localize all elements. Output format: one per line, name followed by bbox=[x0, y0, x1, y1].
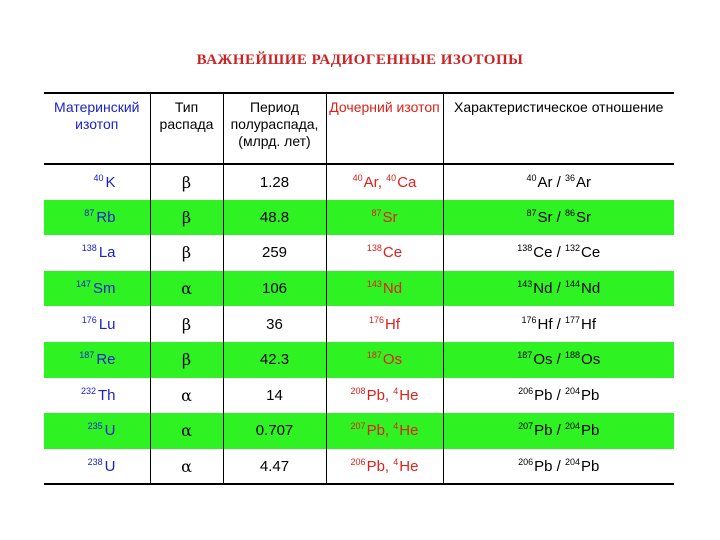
decay-type-cell: α bbox=[150, 378, 223, 414]
element-symbol: Ce bbox=[581, 244, 601, 262]
element-symbol: Nd bbox=[533, 280, 553, 298]
header-characteristic-ratio: Характеристическое отношение bbox=[443, 93, 674, 164]
characteristic-ratio-cell: $^{206}$Pb / $^{204}$Pb bbox=[443, 378, 674, 414]
mass-number: 204 bbox=[565, 456, 581, 467]
element-symbol: Pb bbox=[366, 422, 385, 440]
daughter-isotope-cell bbox=[326, 342, 443, 378]
mass-number: 138 bbox=[517, 243, 533, 254]
element-symbol: Ce bbox=[533, 244, 553, 262]
half-life-cell: 14 bbox=[223, 378, 326, 414]
daughter-isotope-cell bbox=[326, 306, 443, 342]
header-decay-type: Тип распада bbox=[150, 93, 223, 164]
mass-number: 4 bbox=[393, 456, 399, 467]
table-row bbox=[44, 235, 674, 271]
element-symbol: Os bbox=[382, 351, 403, 369]
mass-number: 143 bbox=[517, 279, 533, 290]
characteristic-ratio-cell: $^{176}$Hf / $^{177}$Hf bbox=[443, 306, 674, 342]
mass-number: 204 bbox=[565, 385, 581, 396]
daughter-isotope-cell bbox=[326, 235, 443, 271]
element-symbol: Sr bbox=[537, 208, 553, 226]
element-symbol: Lu bbox=[98, 315, 116, 333]
element-symbol: Rb bbox=[96, 208, 116, 226]
element-symbol: Os bbox=[581, 351, 601, 369]
header-half-life: Период полураспада, (млрд. лет) bbox=[223, 93, 326, 164]
element-symbol: Nd bbox=[382, 280, 403, 298]
characteristic-ratio-cell: $^{187}$Os / $^{188}$Os bbox=[443, 342, 674, 378]
element-symbol: Ar bbox=[537, 173, 553, 191]
mass-number: 86 bbox=[565, 207, 576, 218]
table-row bbox=[44, 271, 674, 307]
table-row bbox=[44, 164, 674, 200]
decay-type-cell: β bbox=[150, 200, 223, 236]
daughter-isotope-cell: $^{208}$Pb, $^4$He bbox=[326, 378, 443, 414]
header-parent-isotope: Материнский изотоп bbox=[54, 99, 140, 132]
characteristic-ratio-cell: $^{207}$Pb / $^{204}$Pb bbox=[443, 413, 674, 449]
table-row bbox=[44, 342, 674, 378]
half-life-cell: 259 bbox=[223, 235, 326, 271]
element-symbol: Hf bbox=[581, 315, 597, 333]
header-daughter-isotope: Дочерний изотоп bbox=[326, 93, 443, 164]
element-symbol: Nd bbox=[581, 280, 601, 298]
mass-number: 87 bbox=[84, 207, 95, 218]
mass-number: 87 bbox=[526, 207, 537, 218]
element-symbol: Th bbox=[97, 386, 116, 404]
element-symbol: Pb bbox=[534, 422, 553, 440]
element-symbol: Pb bbox=[534, 386, 553, 404]
decay-type-cell: α bbox=[150, 449, 223, 485]
characteristic-ratio-cell: $^{206}$Pb / $^{204}$Pb bbox=[443, 449, 674, 485]
page-title: ВАЖНЕЙШИЕ РАДИОГЕННЫЕ ИЗОТОПЫ bbox=[196, 52, 524, 68]
element-symbol: He bbox=[399, 457, 419, 475]
mass-number: 232 bbox=[80, 385, 96, 396]
element-symbol: Hf bbox=[385, 315, 401, 333]
mass-number: 40 bbox=[526, 172, 537, 183]
table-body bbox=[44, 164, 674, 484]
mass-number: 176 bbox=[368, 314, 385, 325]
mass-number: 40 bbox=[386, 172, 397, 183]
decay-type-cell: β bbox=[150, 235, 223, 271]
mass-number: 238 bbox=[87, 456, 103, 467]
element-symbol: Re bbox=[96, 351, 116, 369]
element-symbol: K bbox=[105, 173, 116, 191]
half-life-cell: 36 bbox=[223, 306, 326, 342]
element-symbol: Ar bbox=[576, 173, 592, 191]
table-row bbox=[44, 413, 674, 449]
table-row bbox=[44, 378, 674, 414]
mass-number: 40 bbox=[352, 172, 363, 183]
element-symbol: Pb bbox=[366, 457, 385, 475]
parent-isotope-cell bbox=[44, 378, 150, 414]
half-life-cell: 4.47 bbox=[223, 449, 326, 485]
mass-number: 235 bbox=[87, 421, 103, 432]
mass-number: 87 bbox=[371, 207, 382, 218]
mass-number: 177 bbox=[565, 314, 581, 325]
mass-number: 204 bbox=[565, 421, 581, 432]
parent-isotope-cell bbox=[44, 271, 150, 307]
isotopes-table bbox=[44, 92, 674, 485]
decay-type-cell: β bbox=[150, 342, 223, 378]
mass-number: 40 bbox=[93, 172, 104, 183]
element-symbol: He bbox=[399, 386, 419, 404]
element-symbol: Os bbox=[533, 351, 553, 369]
mass-number: 36 bbox=[565, 172, 576, 183]
parent-isotope-cell bbox=[44, 413, 150, 449]
daughter-isotope-cell bbox=[326, 271, 443, 307]
mass-number: 187 bbox=[366, 350, 382, 361]
parent-isotope-cell bbox=[44, 449, 150, 485]
mass-number: 138 bbox=[81, 243, 97, 254]
element-symbol: Sr bbox=[576, 208, 592, 226]
decay-type-cell: α bbox=[150, 413, 223, 449]
half-life-cell: 42.3 bbox=[223, 342, 326, 378]
characteristic-ratio-cell: $^{138}$Ce / $^{132}$Ce bbox=[443, 235, 674, 271]
parent-isotope-cell bbox=[44, 235, 150, 271]
decay-type-cell: β bbox=[150, 306, 223, 342]
element-symbol: U bbox=[104, 422, 116, 440]
decay-type-cell: α bbox=[150, 271, 223, 307]
element-symbol: He bbox=[399, 422, 419, 440]
element-symbol: U bbox=[104, 457, 116, 475]
mass-number: 132 bbox=[565, 243, 581, 254]
mass-number: 207 bbox=[518, 421, 534, 432]
mass-number: 4 bbox=[393, 385, 399, 396]
mass-number: 206 bbox=[518, 456, 534, 467]
element-symbol: Pb bbox=[366, 386, 385, 404]
half-life-cell: 106 bbox=[223, 271, 326, 307]
mass-number: 206 bbox=[350, 456, 366, 467]
mass-number: 144 bbox=[565, 279, 581, 290]
element-symbol: Ca bbox=[397, 173, 417, 191]
half-life-cell: 0.707 bbox=[223, 413, 326, 449]
daughter-isotope-cell bbox=[326, 200, 443, 236]
element-symbol: Pb bbox=[534, 457, 553, 475]
parent-isotope-cell bbox=[44, 342, 150, 378]
element-symbol: Hf bbox=[537, 315, 553, 333]
half-life-cell: 48.8 bbox=[223, 200, 326, 236]
mass-number: 208 bbox=[350, 385, 366, 396]
characteristic-ratio-cell: $^{143}$Nd / $^{144}$Nd bbox=[443, 271, 674, 307]
table-header bbox=[44, 93, 674, 164]
daughter-isotope-cell: $^{40}$Ar, $^{40}$Ca bbox=[326, 164, 443, 200]
characteristic-ratio-cell: $^{87}$Sr / $^{86}$Sr bbox=[443, 200, 674, 236]
element-symbol: Pb bbox=[581, 422, 600, 440]
mass-number: 207 bbox=[350, 421, 366, 432]
characteristic-ratio-cell: $^{40}$Ar / $^{36}$Ar bbox=[443, 164, 674, 200]
table-row bbox=[44, 200, 674, 236]
element-symbol: Sr bbox=[382, 208, 398, 226]
mass-number: 187 bbox=[517, 350, 533, 361]
mass-number: 187 bbox=[79, 350, 95, 361]
mass-number: 176 bbox=[521, 314, 537, 325]
mass-number: 147 bbox=[75, 279, 91, 290]
mass-number: 143 bbox=[366, 279, 382, 290]
table-row bbox=[44, 306, 674, 342]
element-symbol: Pb bbox=[581, 457, 600, 475]
mass-number: 138 bbox=[366, 243, 382, 254]
element-symbol: La bbox=[98, 244, 116, 262]
daughter-isotope-cell: $^{206}$Pb, $^4$He bbox=[326, 449, 443, 485]
mass-number: 176 bbox=[81, 314, 97, 325]
mass-number: 206 bbox=[518, 385, 534, 396]
daughter-isotope-cell: $^{207}$Pb, $^4$He bbox=[326, 413, 443, 449]
table-row bbox=[44, 449, 674, 485]
element-symbol: Ce bbox=[382, 244, 403, 262]
mass-number: 4 bbox=[393, 421, 399, 432]
element-symbol: Sm bbox=[93, 280, 116, 298]
parent-isotope-cell bbox=[44, 306, 150, 342]
half-life-cell: 1.28 bbox=[223, 164, 326, 200]
element-symbol: Pb bbox=[581, 386, 600, 404]
parent-isotope-cell bbox=[44, 200, 150, 236]
element-symbol: Ar bbox=[363, 173, 378, 191]
parent-isotope-cell bbox=[44, 164, 150, 200]
decay-type-cell: β bbox=[150, 164, 223, 200]
mass-number: 188 bbox=[565, 350, 581, 361]
